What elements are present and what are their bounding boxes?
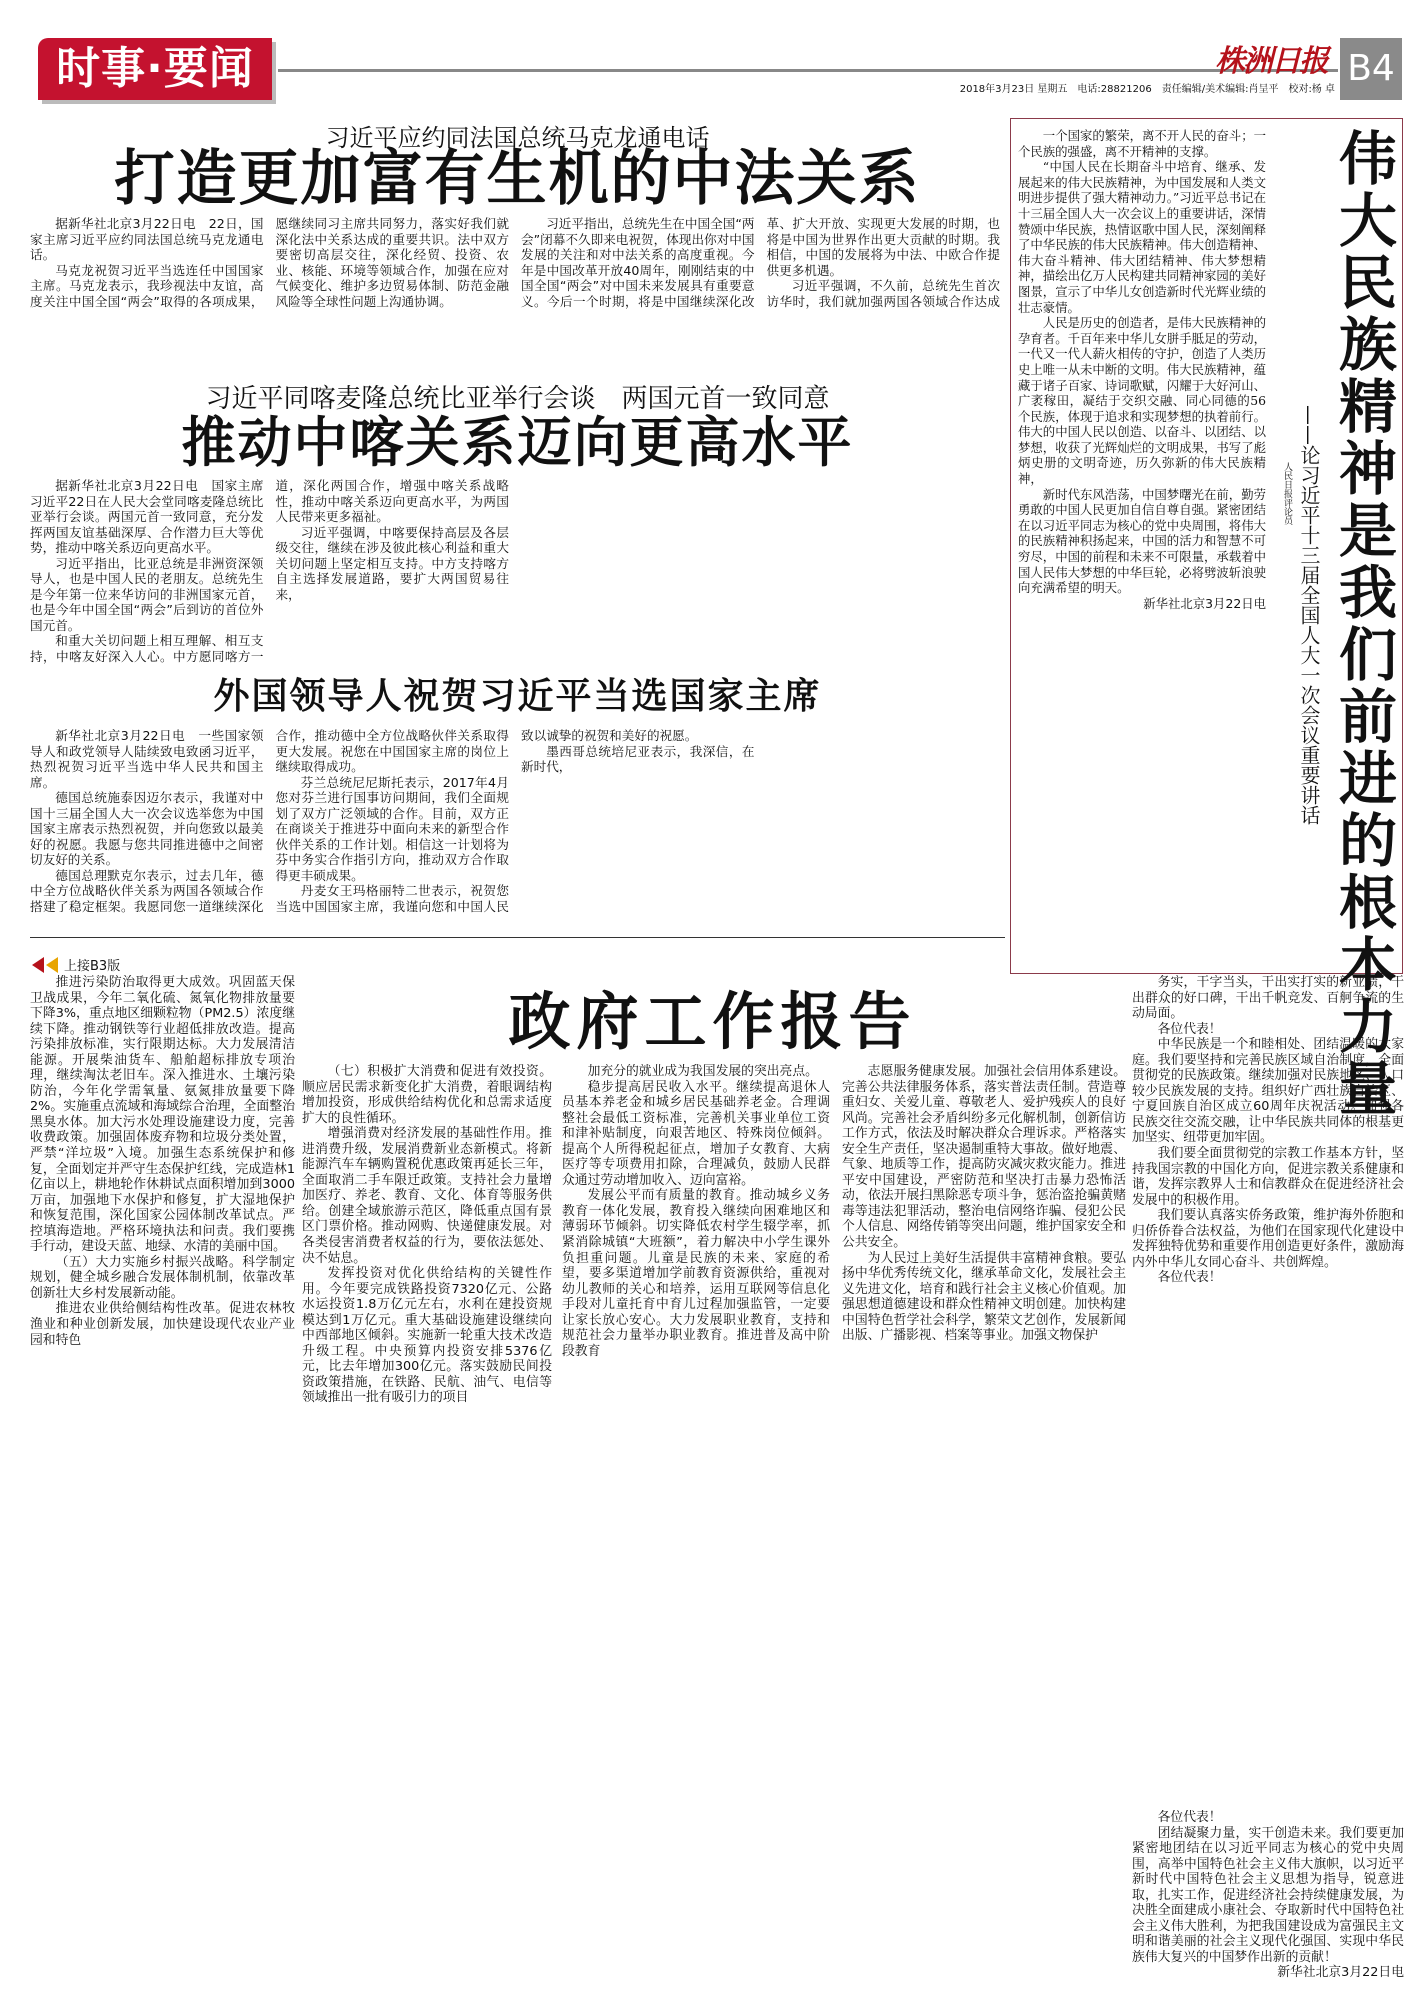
paragraph: 推进污染防治取得更大成效。巩固蓝天保卫战成果，今年二氧化硫、氮氧化物排放量要下降3%，重点地区细颗粒物（PM2.5）浓度继续下降。推动钢铁等行业超低排放改造。提高污染排放标准，实行限期达标。大力发展清洁能源。开展柴油货车、船舶超标排放专项治理，继续淘汰老旧车。深入推进水、土壤污染防治，今年化学需氧量、氨氮排放量要下降2%。实施重点流域和海域综合治理，全面整治黑臭水体。加大污水处理设施建设力度，完善收费政策。加强固体废弃物和垃圾分类处置，严禁“洋垃圾”入境。加强生态系统保护和修复，全面划定并严守生态保护红线，完成造林1亿亩以上，耕地轮作休耕试点面积增加到3000万亩，加强地下水保护和修复，扩大湿地保护和恢复范围，深化国家公园体制改革试点。严控填海造地。严格环境执法和问责。我们要携手行动，建设天蓝、地绿、水清的美丽中国。 [30, 975, 295, 1255]
paragraph: 各位代表！ [1157, 1270, 1222, 1286]
article1-headline: 打造更加富有生机的中法关系 [114, 144, 921, 214]
paragraph: 增强消费对经济发展的基础性作用。推进消费升级，发展消费新业态新模式。将新能源汽车车辆购置税优惠政策再延长三年，全面取消二手车限迁政策。支持社会力量增加医疗、养老、教育、文化、体育等服务供给。创建全域旅游示范区，降低重点国有景区门票价格。推动网购、快递健康发展。对各类侵害消费者权益的行为，要依法惩处、决不姑息。 [302, 1126, 552, 1266]
article1-subtitle: 习近平应约同法国总统马克龙通电话 [325, 124, 710, 152]
editorial-subtitle: ——论习近平十三届全国人大一次会议重要讲话 [1297, 405, 1321, 825]
paragraph: 人民是历史的创造者，是伟大民族精神的孕育者。千百年来中华儿女胼手胝足的劳动，一代又一代人薪火相传的守护，创造了人类历史上唯一从未中断的文明。伟大民族精神，蕴藏于诸子百家、诗词歌赋，闪耀于大好河山、广袤稼田，凝结于交织交融、同心同德的56个民族，体现于追求和实现梦想的执着前行。伟大的中国人民以创造、以奋斗、以团结、以梦想，收获了光辉灿烂的文明成果，书写了彪炳史册的文明奇迹，历久弥新的伟大民族精神， [1018, 315, 1266, 487]
editorial-byline: 人民日报评论员 [1282, 462, 1292, 525]
report-column-2 [302, 1064, 552, 1984]
editorial-paragraphs [1018, 128, 1266, 596]
header-divider [278, 69, 1338, 72]
paragraph: 墨西哥总统培尼亚表示，我深信，在新时代， [521, 743, 755, 774]
paragraph: 加充分的就业成为我国发展的突出亮点。 [587, 1064, 818, 1079]
newspaper-logo: 株洲日报 [1215, 44, 1327, 79]
paragraph: 和重大关切问题上相互理解、相互支持，中喀友好深入人心。中方愿同喀方一道，深化两国合作，增强中喀关系战略性，推动中喀关系迈向更高水平，为两国人民带来更多福祉。 [30, 478, 509, 664]
paragraph: 发展公平而有质量的教育。推动城乡义务教育一体化发展，教育投入继续向困难地区和薄弱环节倾斜。切实降低农村学生辍学率，抓紧消除城镇“大班额”，着力解决中小学生课外负担重问题。儿童是民族的未来、家庭的希望，要多渠道增加学前教育资源供给，重视对幼儿教师的关心和培养，运用互联网等信息化手段对儿童托育中育儿过程加强监管，一定要让家长放心安心。大力发展职业教育，支持和规范社会力量举办职业教育。推进普及高中阶段教育 [562, 1188, 830, 1359]
paragraph: “中国人民在长期奋斗中培育、继承、发展起来的伟大民族精神，为中国发展和人类文明进步提供了强大精神动力。”习近平总书记在十三届全国人大一次会议上的重要讲话，深情赞颂中华民族，热情讴歌中国人民，深刻阐释了中华民族的伟大民族精神。伟大创造精神、伟大奋斗精神、伟大团结精神、伟大梦想精神，描绘出亿万人民构建共同精神家园的美好图景，宣示了中华儿女创造新时代光辉业绩的壮志豪情。 [1018, 159, 1266, 315]
report-column-3 [562, 1064, 830, 1984]
article1-body [30, 216, 1000, 312]
section-title: 时事·要闻 [38, 38, 272, 100]
paragraph: 中华民族是一个和睦相处、团结温暖的大家庭。我们要坚持和完善民族区域自治制度，全面贯彻党的民族政策。继续加强对民族地区、人口较少民族发展的支持。组织好广西壮族自治区、宁夏回族自治区成立60周年庆祝活动。加强各民族交往交流交融，让中华民族共同体的根基更加坚实、纽带更加牢固。 [1132, 1037, 1404, 1146]
continued-label: 上接B3版 [64, 959, 121, 974]
editorial-dateline: 新华社北京3月22日电 [1143, 595, 1266, 611]
report-column-4 [842, 1064, 1126, 1984]
chevron-left-icon [46, 957, 58, 973]
paragraph: 新时代东风浩荡，中国梦曙光在前，勤劳勇敢的中国人民更加自信自尊自强。紧密团结在以习近平同志为核心的党中央周围，将伟大的民族精神积扬起来，中国的活力和智慧不可穷尽，中国的前程和未来不可限量，承载着中国人民伟大梦想的中华巨轮，必将劈波斩浪驶向充满希望的明天。 [1018, 486, 1266, 596]
report-headline: 政府工作报告 [508, 985, 917, 1058]
paragraph: 我们要全面贯彻党的宗教工作基本方针，坚持我国宗教的中国化方向，促进宗教关系健康和谐，发挥宗教界人士和信教群众在促进经济社会发展中的积极作用。 [1132, 1146, 1404, 1208]
paragraph: 推进农业供给侧结构性改革。促进农林牧渔业和种业创新发展，加快建设现代农业产业园和特色 [30, 1301, 295, 1348]
paragraph: 丹麦女王玛格丽特二世表示，祝贺您当选中国国家主席，我谨向您和中国人民致以诚挚的祝贺和美好的祝愿。 [275, 728, 698, 914]
paragraph: 马克龙祝贺习近平当选连任中国国家主席。马克龙表示，我珍视法中友谊，高度关注中国全国“两会”取得的各项成果，愿继续同习主席共同努力，落实好我们就深化法中关系达成的重要共识。法中双方要密切高层交往，深化经贸、投资、农业、核能、环境等领域合作，加强在应对气候变化、维护多边贸易体制、防范金融风险等全球性问题上沟通协调。 [30, 216, 509, 309]
report-column-5-top [1132, 975, 1404, 1495]
paragraph: 稳步提高居民收入水平。继续提高退休人员基本养老金和城乡居民基础养老金。合理调整社会最低工资标准，完善机关事业单位工资和津补贴制度，向艰苦地区、特殊岗位倾斜。提高个人所得税起征点，增加子女教育、大病医疗等专项费用扣除，合理减负，鼓励人民群众通过劳动增加收入、迈向富裕。 [562, 1079, 830, 1188]
continued-from [32, 955, 120, 974]
paragraph: 习近平强调，中喀要保持高层及各层级交往，继续在涉及彼此核心利益和重大关切问题上坚定相互支持。中方支持喀方自主选择发展道路，要扩大两国贸易往来， [275, 524, 509, 602]
paragraph: 新华社北京3月22日电 一些国家领导人和政党领导人陆续致电致函习近平，热烈祝贺习近平当选中华人民共和国主席。 [30, 728, 264, 790]
article3-body [30, 728, 1000, 918]
paragraph: （七）积极扩大消费和促进有效投资。顺应居民需求新变化扩大消费，着眼调结构增加投资，形成供给结构优化和总需求适度扩大的良性循环。 [302, 1064, 552, 1126]
paragraph: 志愿服务健康发展。加强社会信用体系建设。完善公共法律服务体系，落实普法责任制。营造尊重妇女、关爱儿童、尊敬老人、爱护残疾人的良好风尚。完善社会矛盾纠纷多元化解机制，创新信访工作方式，依法及时解决群众合理诉求。严格落实安全生产责任，坚决遏制重特大事故。做好地震、气象、地质等工作，提高防灾减灾救灾能力。推进平安中国建设，严密防范和坚决打击暴力恐怖活动，依法开展扫黑除恶专项斗争，惩治盗抢骗黄赌毒等违法犯罪活动，整治电信网络诈骗、侵犯公民个人信息、网络传销等突出问题，维护国家安全和公共安全。 [842, 1064, 1126, 1251]
paragraph: （五）大力实施乡村振兴战略。科学制定规划，健全城乡融合发展体制机制，依靠改革创新壮大乡村发展新动能。 [30, 1254, 295, 1301]
report-closing [1132, 1810, 1404, 1965]
page-number: B4 [1340, 38, 1402, 100]
paragraph: 习近平强调，不久前，总统先生首次访华时，我们就加强两国各领域合作达成 [766, 278, 1000, 309]
section-divider [30, 937, 1005, 938]
paragraph: 为人民过上美好生活提供丰富精神食粮。要弘扬中华优秀传统文化，继承革命文化，发展社会主义先进文化，培育和践行社会主义核心价值观。加强思想道德建设和群众性精神文明创建。加快构建中国特色哲学社会科学，繁荣文艺创作，发展新闻出版、广播影视、档案等事业。加强文物保护 [842, 1250, 1126, 1344]
paragraph: 芬兰总统尼尼斯托表示，2017年4月您对芬兰进行国事访问期间，我们全面规划了双方广泛领域的合作。目前，双方正在商谈关于推进芬中面向未来的新型合作伙伴关系的工作计划。相信这一计划将为芬中务实合作指引方向，推动双方合作取得更丰硕成果。 [275, 774, 509, 883]
paragraph: 据新华社北京3月22日电 国家主席习近平22日在人民大会堂同喀麦隆总统比亚举行会谈。两国元首一致同意，充分发挥两国友谊基础深厚、合作潜力巨大等优势，推动中喀关系迈向更高水平。 [30, 478, 264, 555]
paragraph: 发挥投资对优化供给结构的关键性作用。今年要完成铁路投资7320亿元、公路水运投资1.8万亿元左右，水利在建投资规模达到1万亿元。重大基础设施建设继续向中西部地区倾斜。实施新一轮重大技术改造升级工程。中央预算内投资安排5376亿元，比去年增加300亿元。落实鼓励民间投资政策措施，在铁路、民航、油气、电信等领域推出一批有吸引力的项目 [302, 1266, 552, 1406]
article2-body [30, 478, 1000, 666]
paragraph: 务实，干字当头，干出实打实的新业绩，干出群众的好口碑，干出千帆竞发、百舸争流的生动局面。 [1132, 975, 1404, 1022]
report-column-1 [30, 975, 295, 1985]
report-column-5-end [1132, 1810, 1404, 1990]
editorial-title: 伟大民族精神是我们前进的根本力量 [1329, 128, 1397, 1120]
paragraph: 习近平指出，总统先生在中国全国“两会”闭幕不久即来电祝贺，体现出你对中国发展的关注和对中法关系的高度重视。今年是中国改革开放40周年，刚刚结束的中国全国“两会”对中国未来发展具有重要意义。今后一个时期，将是中国继续深化改革、扩大开放、实现更大发展的时期，也将是中国为世界作出更大贡献的时期。我相信，中国的发展将为中法、中欧合作提供更多机遇。 [521, 216, 1000, 309]
editorial-body [1018, 128, 1266, 968]
paragraph: 习近平指出，比亚总统是非洲资深领导人，也是中国人民的老朋友。总统先生是今年第一位来华访问的非洲国家元首，也是今年中国全国“两会”后到访的首位外国元首。 [30, 555, 264, 633]
paragraph: 一个国家的繁荣，离不开人民的奋斗；一个民族的强盛，离不开精神的支撑。 [1018, 128, 1266, 159]
paragraph: 据新华社北京3月22日电 22日，国家主席习近平应约同法国总统马克龙通电话。 [30, 216, 264, 262]
chevron-left-icon [32, 957, 44, 973]
paragraph: 各位代表！ [1157, 1021, 1222, 1037]
report-dateline: 新华社北京3月22日电 [1277, 1965, 1404, 1981]
article3-headline: 外国领导人祝贺习近平当选国家主席 [213, 676, 822, 717]
paragraph: 德国总理默克尔表示，过去几年，德中全方位战略伙伴关系为两国各领域合作搭建了稳定框架。我愿同您一道继续深化合作，推动德中全方位战略伙伴关系取得更大发展。祝您在中国国家主席的岗位上继续取得成功。 [30, 728, 509, 914]
paragraph: 德国总统施泰因迈尔表示，我谨对中国十三届全国人大一次会议选举您为中国国家主席表示热烈祝贺，并向您致以最美好的祝愿。我愿与您共同推进德中之间密切友好的关系。 [30, 790, 264, 867]
article2-subtitle: 习近平同喀麦隆总统比亚举行会谈 两国元首一致同意 [205, 384, 830, 414]
dateline: 2018年3月23日 星期五 电话:28821206 责任编辑/美术编辑:肖呈平 校对:杨 卓 [959, 84, 1335, 95]
paragraph: 各位代表！ [1157, 1810, 1222, 1825]
article2-headline: 推动中喀关系迈向更高水平 [181, 411, 854, 474]
paragraph: 团结凝聚力量，实干创造未来。我们要更加紧密地团结在以习近平同志为核心的党中央周围，高举中国特色社会主义伟大旗帜，以习近平新时代中国特色社会主义思想为指导，锐意进取，扎实工作，促进经济社会持续健康发展，为决胜全面建成小康社会、夺取新时代中国特色社会主义伟大胜利，为把我国建设成为富强民主文明和谐美丽的社会主义现代化强国、实现中华民族伟大复兴的中国梦作出新的贡献！ [1132, 1825, 1404, 1965]
paragraph: 我们要认真落实侨务政策，维护海外侨胞和归侨侨眷合法权益，为他们在国家现代化建设中发挥独特优势和重要作用创造更好条件，激励海内外中华儿女同心奋斗、共创辉煌。 [1132, 1208, 1404, 1270]
